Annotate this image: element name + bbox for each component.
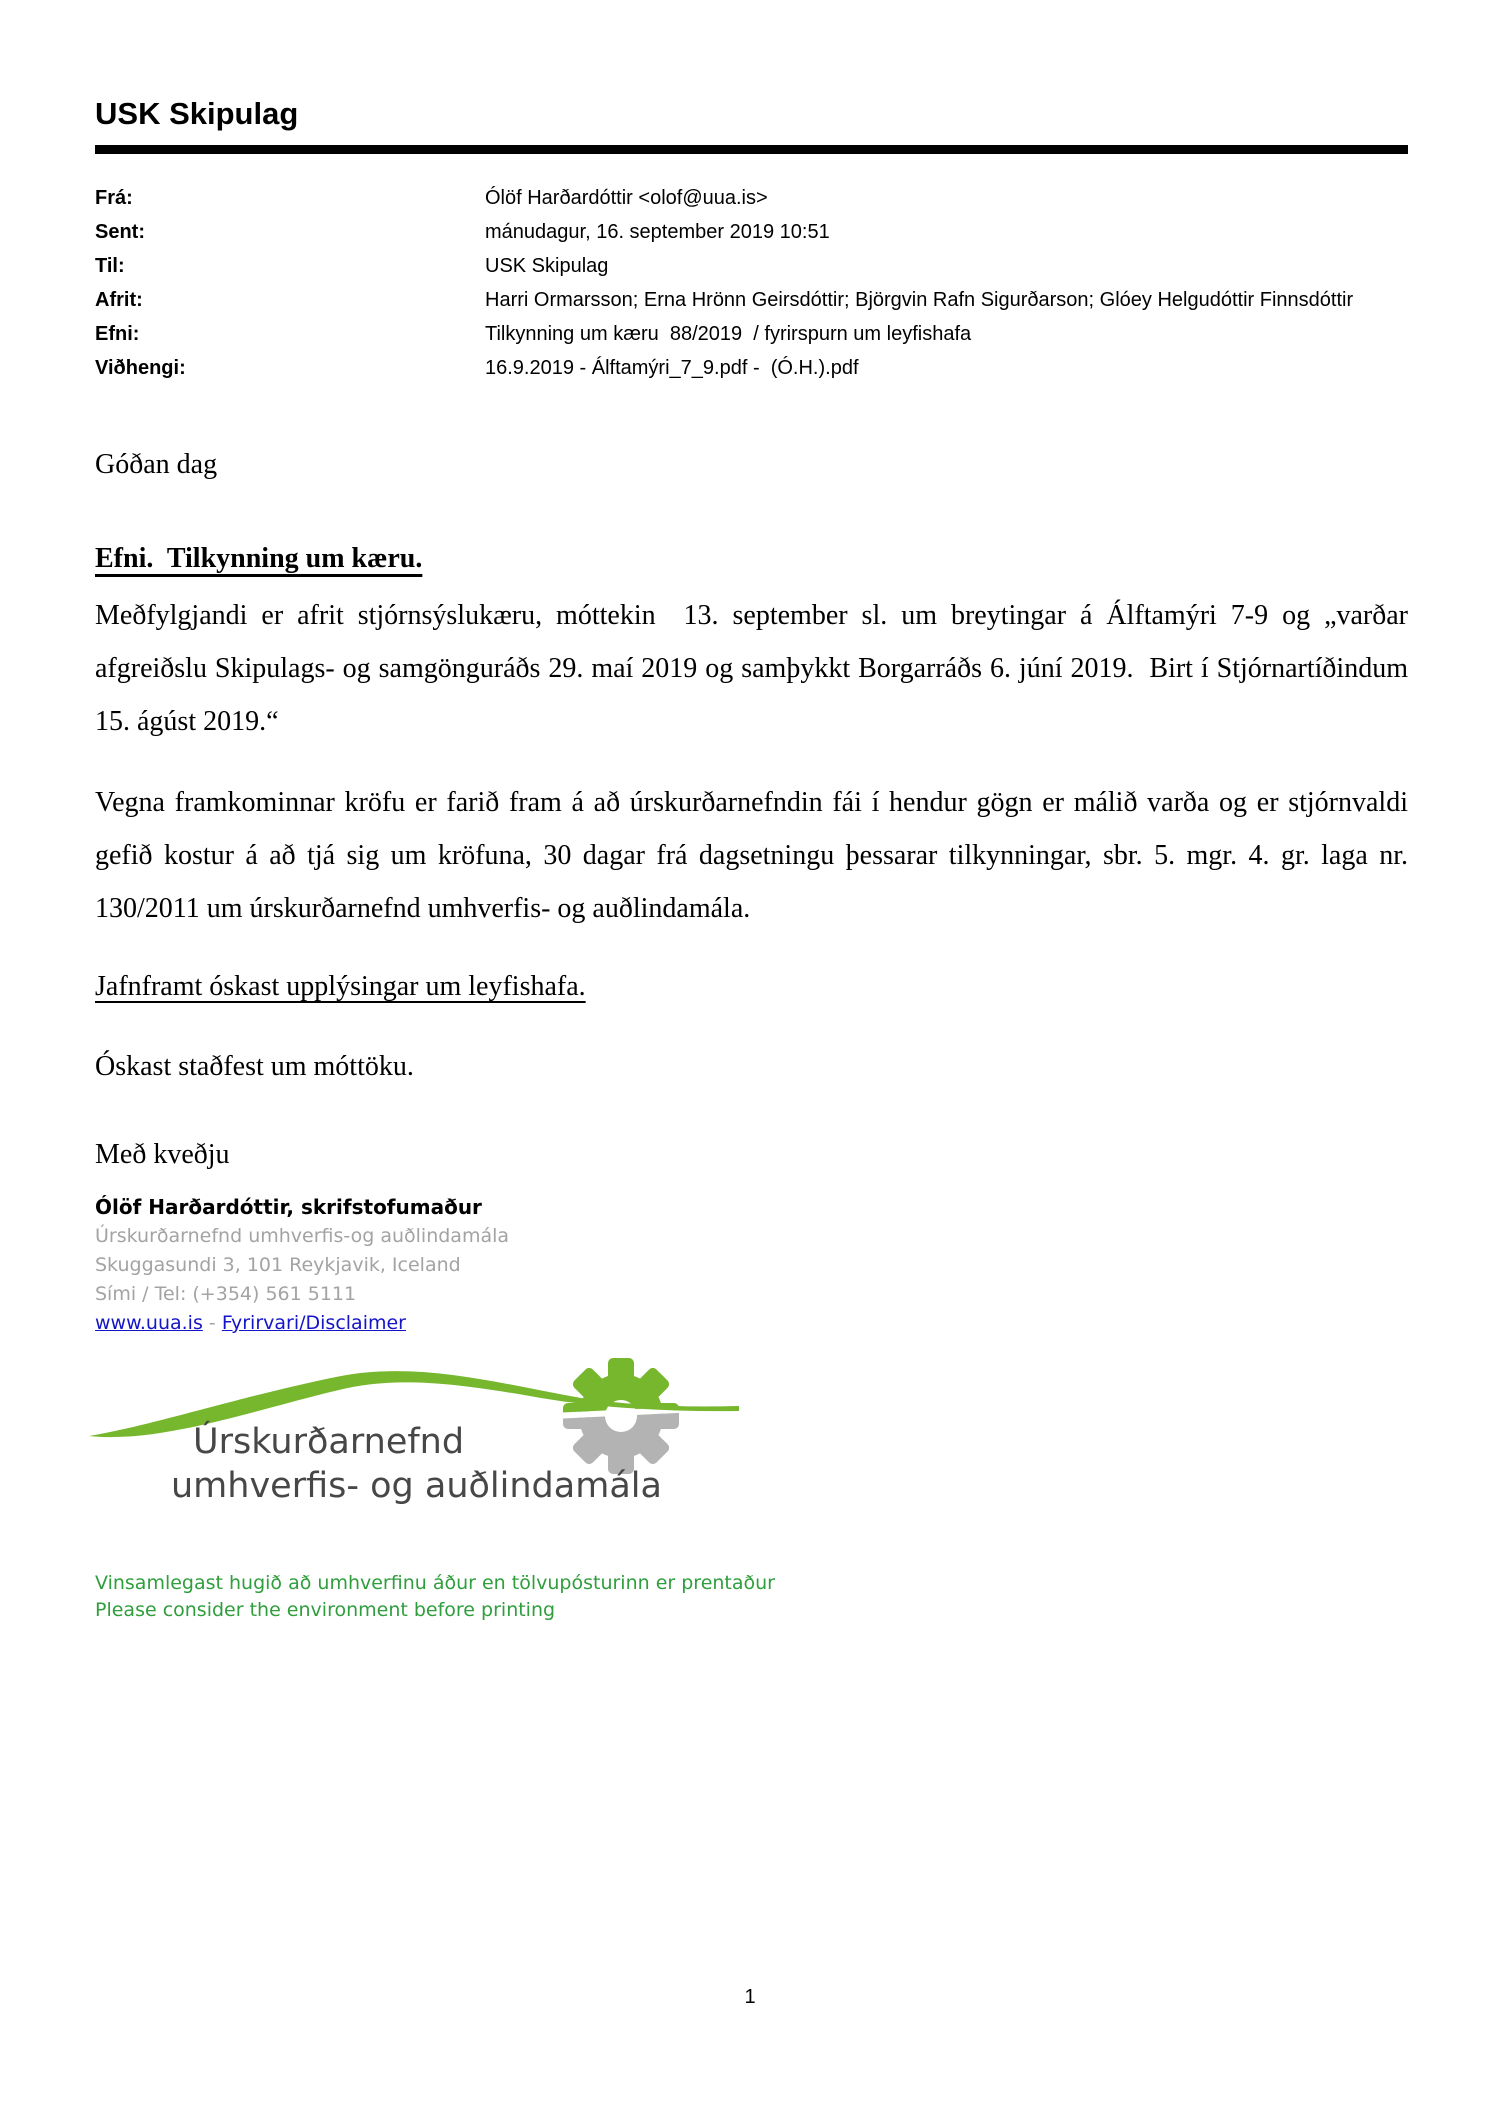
signature-block xyxy=(95,1193,1408,1338)
logo-text-line2: umhverfis- og auðlindamála xyxy=(171,1466,662,1506)
header-divider xyxy=(95,145,1408,154)
environment-notice-en: Please consider the environment before printing xyxy=(95,1599,556,1621)
signature-name: Ólöf Harðardóttir, skrifstofumaður xyxy=(95,1195,482,1219)
confirm-line: Óskast staðfest um móttöku. xyxy=(95,1051,414,1082)
meta-value: Harri Ormarsson; Erna Hrönn Geirsdóttir; Björgvin Rafn Sigurðarson; Glóey Helgudóttir Finnsdóttir xyxy=(485,289,1354,311)
meta-row-sent xyxy=(95,215,1408,249)
subject-heading: Efni. Tilkynning um kæru. xyxy=(95,543,423,574)
closing: Með kveðju xyxy=(95,1139,230,1170)
request-line: Jafnframt óskast upplýsingar um leyfishafa. xyxy=(95,971,586,1002)
disclaimer-link[interactable]: Fyrirvari/Disclaimer xyxy=(221,1312,406,1334)
meta-label: Frá: xyxy=(95,187,133,209)
logo-text-line1: Úrskurðarnefnd xyxy=(193,1422,465,1462)
meta-value: mánudagur, 16. september 2019 10:51 xyxy=(485,221,830,243)
body-paragraph-2: Vegna framkominnar kröfu er farið fram á að úrskurðarnefndin fái í hendur gögn er málið varða og er stjórnvaldi gefið kostur á að tjá sig um kröfuna, 30 dagar frá dagsetningu þessarar tilkynningar, sbr. 5. mgr. 4. gr. laga nr. 130/2011 um úrskurðarnefnd umhverfis- og auðlindamála. xyxy=(95,787,1415,924)
page-title: USK Skipulag xyxy=(95,96,299,131)
greeting: Góðan dag xyxy=(95,449,218,480)
meta-row-from xyxy=(95,181,1408,215)
email-meta xyxy=(95,181,1408,385)
meta-label: Efni: xyxy=(95,323,140,345)
environment-notice xyxy=(95,1570,1408,1624)
signature-links xyxy=(95,1309,1408,1338)
signature-organization: Úrskurðarnefnd umhverfis-og auðlindamála xyxy=(95,1225,510,1247)
signature-address: Skuggasundi 3, 101 Reykjavik, Iceland xyxy=(95,1254,461,1276)
link-separator-dash: - xyxy=(208,1312,216,1334)
signature-phone: Sími / Tel: (+354) 561 5111 xyxy=(95,1283,357,1305)
body-paragraph-1: Meðfylgjandi er afrit stjórnsýslukæru, móttekin 13. september sl. um breytingar á Álftamýri 7-9 og „varðar afgreiðslu Skipulags- og samgönguráðs 29. maí 2019 og samþykkt Borgarráðs 6. júní 2019. Birt í Stjórnartíðindum 15. ágúst 2019.“ xyxy=(95,600,1415,737)
meta-row-attachments xyxy=(95,351,1408,385)
email-body xyxy=(95,449,1415,1171)
meta-label: Afrit: xyxy=(95,289,143,311)
page-number: 1 xyxy=(744,1986,756,2008)
website-link[interactable]: www.uua.is xyxy=(95,1312,203,1334)
meta-label: Viðhengi: xyxy=(95,357,186,379)
meta-value: 16.9.2019 - Álftamýri_7_9.pdf - (Ó.H.).pdf xyxy=(485,357,859,379)
meta-row-cc xyxy=(95,283,1408,317)
meta-value: Tilkynning um kæru 88/2019 / fyrirspurn um leyfishafa xyxy=(485,323,972,345)
meta-value: USK Skipulag xyxy=(485,255,609,277)
meta-row-to xyxy=(95,249,1408,283)
meta-value: Ólöf Harðardóttir <olof@uua.is> xyxy=(485,187,768,209)
uua-logo xyxy=(81,1356,1408,1534)
meta-row-subject xyxy=(95,317,1408,351)
meta-label: Til: xyxy=(95,255,125,277)
meta-label: Sent: xyxy=(95,221,145,243)
environment-notice-is: Vinsamlegast hugið að umhverfinu áður en tölvupósturinn er prentaður xyxy=(95,1572,775,1594)
